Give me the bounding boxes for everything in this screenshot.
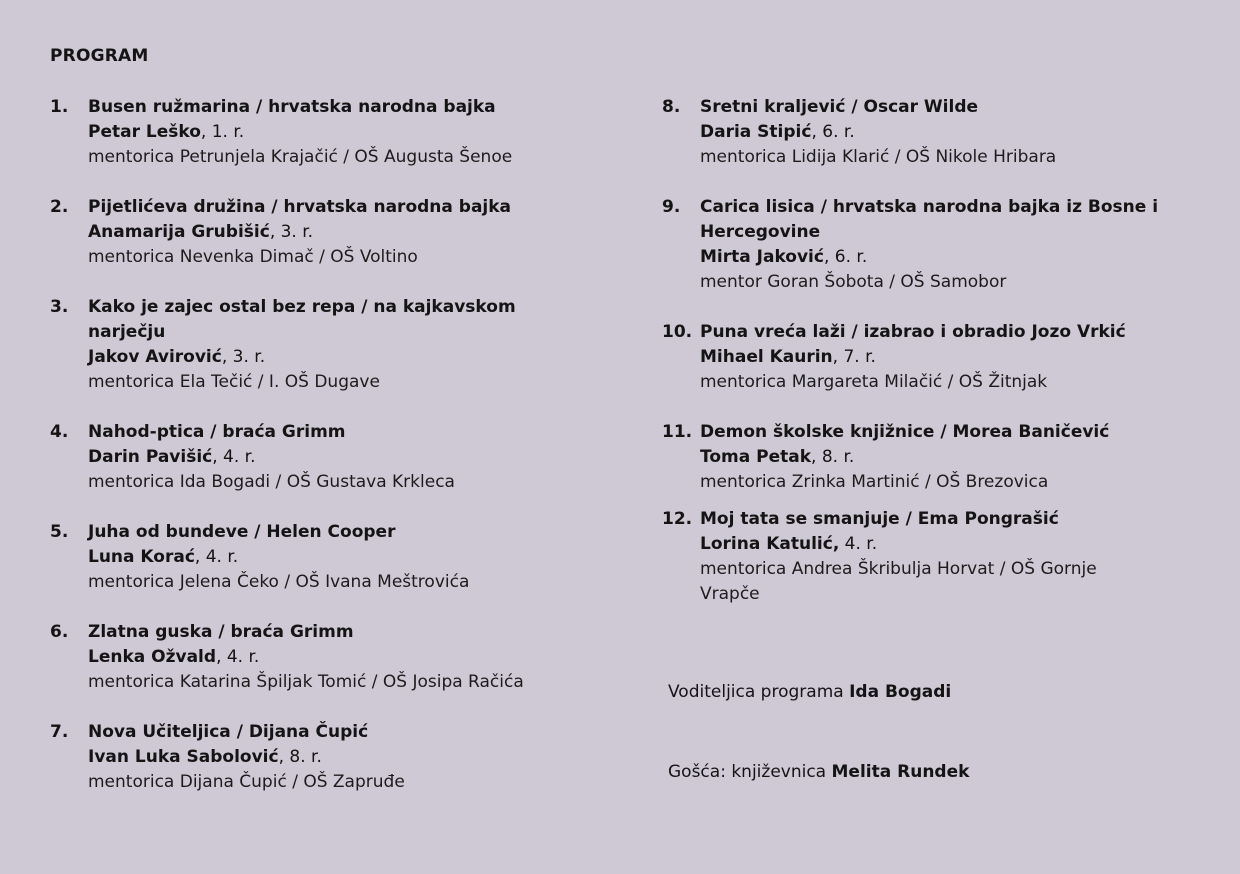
program-item (662, 195, 1180, 295)
program-item (50, 95, 512, 170)
item-title: Pijetlićeva družina / hrvatska narodna bajka (88, 197, 512, 217)
performer-grade: , 4. r. (194, 547, 239, 567)
item-number: 4. (50, 422, 69, 442)
mentor-line: mentorica Nevenka Dimač / OŠ Voltino (88, 247, 418, 267)
program-item (50, 620, 524, 695)
performer-name: Toma Petak (700, 447, 812, 467)
performer-name: Ivan Luka Sabolović (88, 747, 279, 767)
host-name: Ida Bogadi (849, 682, 952, 702)
program-item (50, 420, 455, 495)
item-title: Nahod-ptica / braća Grimm (88, 422, 346, 442)
guest-label: Gošća: književnica (668, 762, 832, 782)
mentor-line: mentorica Katarina Špiljak Tomić / OŠ Josipa Račića (88, 672, 524, 692)
item-number: 12. (662, 509, 693, 529)
performer-name: Daria Stipić (700, 122, 812, 142)
item-number: 11. (662, 422, 693, 442)
item-title: Zlatna guska / braća Grimm (88, 622, 354, 642)
performer-grade: 4. r. (839, 534, 878, 554)
performer-name: Anamarija Grubišić (88, 222, 270, 242)
performer-grade: , 7. r. (832, 347, 876, 367)
performer-grade: , 4. r. (216, 647, 260, 667)
program-item (50, 295, 528, 395)
program-item (50, 195, 511, 270)
host-label: Voditeljica programa (668, 682, 850, 702)
item-title: Nova Učiteljica / Dijana Čupić (88, 722, 369, 742)
performer-name: Luna Korać (88, 547, 195, 567)
item-number: 6. (50, 622, 69, 642)
program-item (662, 420, 1109, 495)
mentor-line: mentor Goran Šobota / OŠ Samobor (700, 272, 1007, 292)
item-title: Demon školske knjižnice / Morea Baničević (700, 422, 1110, 442)
program-item (662, 95, 1056, 170)
mentor-line: mentorica Petrunjela Krajačić / OŠ Augusta Šenoe (88, 147, 513, 167)
item-number: 3. (50, 297, 69, 317)
performer-name: Mihael Kaurin (700, 347, 833, 367)
performer-name: Lenka Ožvald (88, 647, 217, 667)
item-title: Kako je zajec ostal bez repa / na kajkavskom narječju (88, 297, 516, 342)
performer-grade: , 8. r. (278, 747, 322, 767)
mentor-line: mentorica Andrea Škribulja Horvat / OŠ Gornje Vrapče (700, 559, 1097, 604)
item-title: Moj tata se smanjuje / Ema Pongrašić (700, 509, 1059, 529)
mentor-line: mentorica Margareta Milačić / OŠ Žitnjak (700, 372, 1048, 392)
program-item (662, 507, 1160, 607)
performer-name: Darin Pavišić (88, 447, 213, 467)
item-number: 7. (50, 722, 69, 742)
item-number: 8. (662, 97, 681, 117)
mentor-line: mentorica Ida Bogadi / OŠ Gustava Krkleca (88, 472, 455, 492)
performer-name: Mirta Jaković (700, 247, 824, 267)
item-title: Puna vreća laži / izabrao i obradio Jozo Vrkić (700, 322, 1126, 342)
program-item (50, 520, 469, 595)
performer-grade: , 3. r. (221, 347, 266, 367)
guest-line (668, 762, 969, 782)
program-item (50, 720, 405, 795)
performer-grade: , 8. r. (811, 447, 855, 467)
item-number: 10. (662, 322, 693, 342)
performer-grade: , 1. r. (200, 122, 245, 142)
mentor-line: mentorica Zrinka Martinić / OŠ Brezovica (700, 472, 1049, 492)
performer-name: Petar Leško (88, 122, 201, 142)
item-title: Sretni kraljević / Oscar Wilde (700, 97, 979, 117)
item-number: 9. (662, 197, 681, 217)
item-number: 1. (50, 97, 69, 117)
performer-name: Lorina Katulić, (700, 534, 840, 554)
mentor-line: mentorica Ela Tečić / I. OŠ Dugave (88, 372, 380, 392)
performer-name: Jakov Avirović (88, 347, 222, 367)
program-item (662, 320, 1126, 395)
mentor-line: mentorica Lidija Klarić / OŠ Nikole Hribara (700, 147, 1057, 167)
item-title: Carica lisica / hrvatska narodna bajka iz Bosne i Hercegovine (700, 197, 1159, 242)
item-title: Juha od bundeve / Helen Cooper (88, 522, 396, 542)
mentor-line: mentorica Jelena Čeko / OŠ Ivana Meštrovića (88, 572, 470, 592)
host-line (668, 682, 951, 702)
program-heading: PROGRAM (50, 46, 149, 66)
item-number: 2. (50, 197, 69, 217)
performer-grade: , 6. r. (811, 122, 855, 142)
item-title: Busen ružmarina / hrvatska narodna bajka (88, 97, 496, 117)
mentor-line: mentorica Dijana Čupić / OŠ Zapruđe (88, 772, 405, 792)
performer-grade: , 6. r. (823, 247, 868, 267)
performer-grade: , 3. r. (269, 222, 314, 242)
item-number: 5. (50, 522, 69, 542)
performer-grade: , 4. r. (212, 447, 256, 467)
guest-name: Melita Rundek (831, 762, 970, 782)
